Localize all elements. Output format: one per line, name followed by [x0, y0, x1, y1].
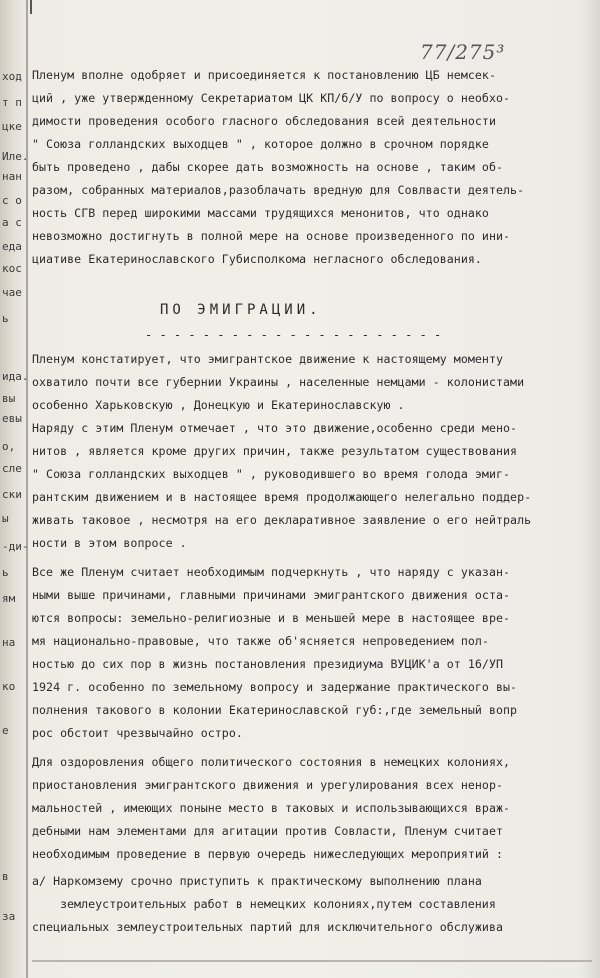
text-line: быть проведено , дабы скорее дать возможность на основе , таким об-	[32, 160, 504, 174]
folio-number: 77/275³	[420, 40, 506, 64]
text-line: рос обстоит чрезвычайно остро.	[32, 726, 243, 740]
text-line: Для оздоровления общего политического состояния в немецких колониях,	[32, 755, 511, 769]
text-line: живать таковое , несмотря на его декларативное заявление о его нейтраль	[32, 513, 532, 527]
margin-fragment: ко	[2, 680, 16, 693]
margin-fragment: нан	[2, 170, 22, 183]
margin-fragment: чае	[2, 286, 22, 299]
text-line: приостановления эмигрантского движения и урегулирования всех ненор-	[32, 778, 504, 792]
text-line: Пленум вполне одобряет и присоединяется к постановлению ЦБ немсек-	[32, 68, 496, 82]
margin-fragment: ы	[2, 512, 9, 525]
text-line: мя национально-правовые, что также об'ясняется непроведением пол-	[32, 634, 489, 648]
text-line: ций , уже утвержденному Секретариатом ЦК КП/б/У по вопросу о необхо-	[32, 91, 511, 105]
margin-fragment: ход	[2, 70, 22, 83]
margin-fragment: а с	[2, 216, 22, 229]
margin-fragment: т п	[2, 96, 22, 109]
page-bottom-edge	[32, 960, 592, 962]
text-line: Наряду с этим Пленум отмечает , что это движение,особенно среди мено-	[32, 421, 518, 435]
text-line: необходимым проведение в первую очередь нижеследующих мероприятий :	[32, 847, 504, 861]
margin-fragment: е	[2, 724, 9, 737]
margin-fragment: еда	[2, 240, 22, 253]
margin-fragment: ь	[2, 566, 9, 579]
margin-fragment: за	[2, 910, 16, 923]
text-line: дебными нам элементами для агитации против Совласти, Пленум считает	[32, 824, 504, 838]
text-line: циативе Екатеринославского Губисполкома негласного обследования.	[32, 252, 482, 266]
text-line: димости проведения особого гласного обследования всей деятельности	[32, 114, 496, 128]
margin-fragment: ь	[2, 312, 9, 325]
text-line: специальных землеустроительных партий для исключительного обслужива	[32, 920, 504, 934]
corner-mark	[30, 0, 46, 14]
text-line: охватило почти все губернии Украины , населенные немцами - колонистами	[32, 375, 525, 389]
margin-fragment: Иле.	[2, 150, 28, 163]
text-line: полнения такового в колонии Екатеринославской губ:,где земельный вопр	[32, 703, 518, 717]
text-line: 1924 г. особенно по земельному вопросу и задержание практического вы-	[32, 680, 518, 694]
text-line: мальностей , имеющих поныне место в таковых и использывающихся враж-	[32, 801, 511, 815]
text-line: а/ Наркомзему срочно приступить к практическому выполнению плана	[32, 874, 482, 888]
margin-fragment: ски	[2, 488, 22, 501]
text-line: Пленум констатирует, что эмигрантское движение к настоящему моменту	[32, 352, 504, 366]
margin-fragment: в	[2, 870, 9, 883]
margin-fragment: -ди-	[2, 540, 28, 553]
text-line: " Союза голландских выходцев " , которое должно в срочном порядке	[32, 137, 489, 151]
text-line: ными выше причинами, главными причинами эмигрантского движения оста-	[32, 588, 511, 602]
text-line: нитов , является кроме других причин, также результатом существования	[32, 444, 518, 458]
margin-fragment: ида.	[2, 370, 28, 383]
text-line: ности в этом вопросе .	[32, 536, 187, 550]
margin-fragment: цке	[2, 120, 22, 133]
text-line: невозможно достигнуть в полной мере на основе произведенного по ини-	[32, 229, 511, 243]
text-line: землеустроительных работ в немецких колониях,путем составления	[60, 897, 496, 911]
text-line: особенно Харьковскую , Донецкую и Екатеринославскую .	[32, 398, 405, 412]
margin-fragment: на	[2, 636, 16, 649]
text-line: ностью до сих пор в жизнь постановления президиума ВУЦИК'а от 16/УП	[32, 657, 504, 671]
margin-fragment: о,	[2, 440, 16, 453]
margin-fragment: ям	[2, 592, 16, 605]
text-line: ность СГВ перед широкими массами трудящихся менонитов, что однако	[32, 206, 489, 220]
margin-fragment: сле	[2, 462, 22, 475]
margin-fragment: вы	[2, 392, 16, 405]
text-line: " Союза голландских выходцев " , руководившего во время голода эмиг-	[32, 467, 511, 481]
text-line: ются вопросы: земельно-религиозные и в меньшей мере в настоящее вре-	[32, 611, 511, 625]
heading-underline: - - - - - - - - - - - - - - - - - - - - -	[145, 328, 442, 342]
margin-fragment: с о	[2, 194, 22, 207]
text-line: рантским движением и в настоящее время продолжающего нелегально поддер-	[32, 490, 532, 504]
text-line: разом, собранных материалов,разоблачать вредную для Совлвасти деятель-	[32, 183, 525, 197]
text-line: Все же Пленум считает необходимым подчеркнуть , что наряду с указан-	[32, 565, 511, 579]
margin-fragment: евы	[2, 412, 22, 425]
section-heading: ПО ЭМИГРАЦИИ.	[160, 302, 322, 318]
margin-fragment: кос	[2, 262, 22, 275]
